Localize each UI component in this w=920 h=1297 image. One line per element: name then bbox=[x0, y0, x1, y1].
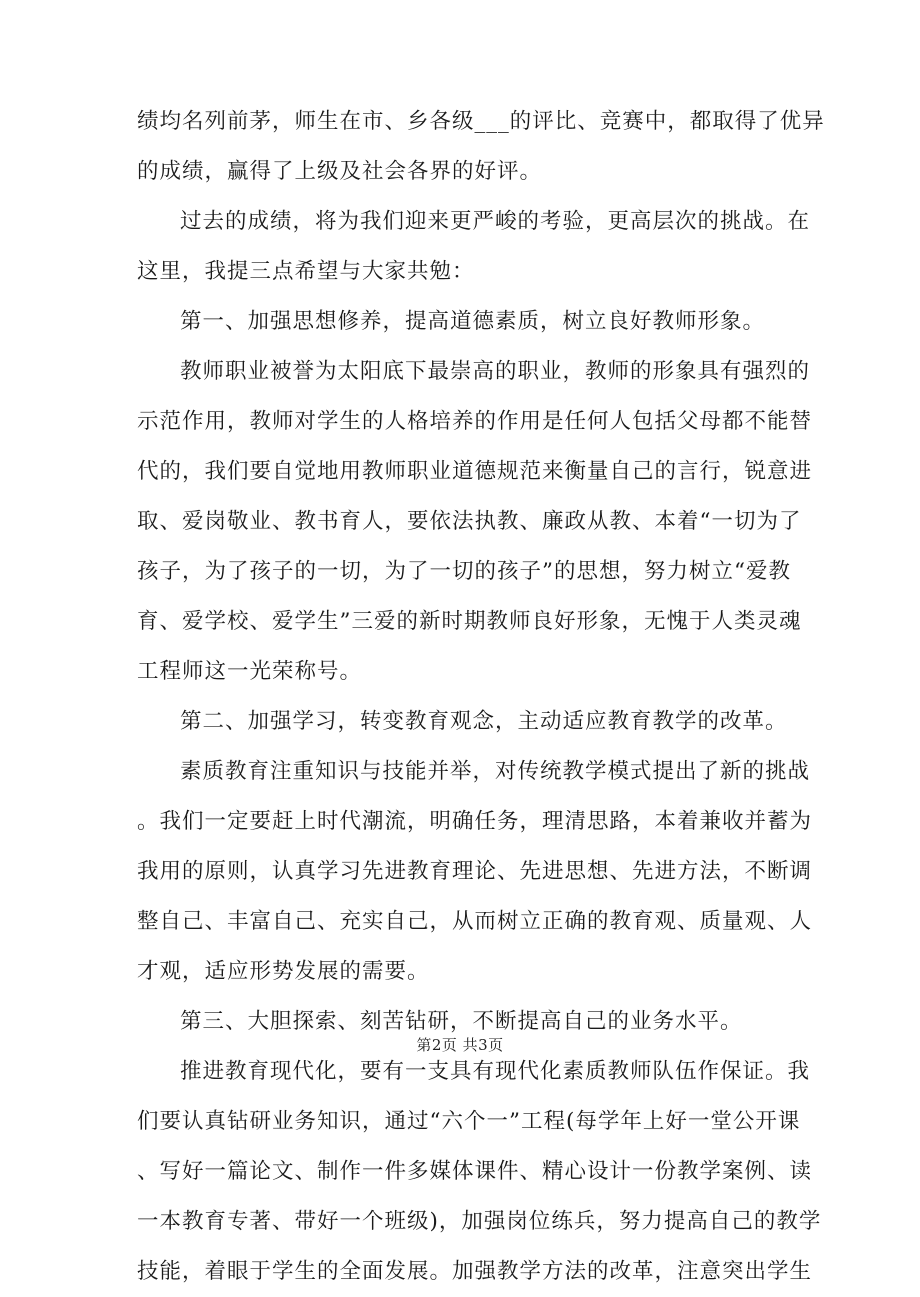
text-line: 育、爱学校、爱学生”三爱的新时期教师良好形象，无愧于人类灵魂 bbox=[137, 609, 802, 634]
text-line: 示范作用，教师对学生的人格培养的作用是任何人包括父母都不能替 bbox=[137, 409, 813, 434]
text-line: 我用的原则，认真学习先进教育理论、先进思想、先进方法，不断调 bbox=[137, 859, 813, 884]
text-line: 孩子，为了孩子的一切，为了一切的孩子”的思想，努力树立“爱教 bbox=[137, 559, 791, 584]
text-line: 的成绩，赢得了上级及社会各界的好评。 bbox=[137, 159, 543, 184]
text-line: 。我们一定要赶上时代潮流，明确任务，理清思路，本着兼收并蓄为 bbox=[137, 809, 813, 834]
text-line: 这里，我提三点希望与大家共勉： bbox=[137, 259, 475, 284]
text-line: 工程师这一光荣称号。 bbox=[137, 659, 363, 684]
text-line: 整自己、丰富自己、充实自己，从而树立正确的教育观、质量观、人 bbox=[137, 909, 813, 934]
text-line: 教师职业被誉为太阳底下最崇高的职业，教师的形象具有强烈的 bbox=[180, 359, 811, 384]
text-line: 代的，我们要自觉地用教师职业道德规范来衡量自己的言行，锐意进 bbox=[137, 459, 813, 484]
section-heading-3: 第三、大胆探索、刻苦钻研，不断提高自己的业务水平。 bbox=[180, 1009, 743, 1034]
text-line: 、写好一篇论文、制作一件多媒体课件、精心设计一份教学案例、读 bbox=[137, 1159, 813, 1184]
document-body bbox=[137, 97, 825, 1297]
page-number: 第2页 共3页 bbox=[416, 1036, 504, 1054]
text-line: 素质教育注重知识与技能并举，对传统教学模式提出了新的挑战 bbox=[180, 759, 811, 784]
text-line: 绩均名列前茅，师生在市、乡各级___的评比、竞赛中，都取得了优异 bbox=[137, 109, 825, 134]
text-line: 们要认真钻研业务知识，通过“六个一”工程(每学年上好一堂公开课 bbox=[137, 1109, 801, 1134]
text-line: 推进教育现代化，要有一支具有现代化素质教师队伍作保证。我 bbox=[180, 1059, 811, 1084]
text-line: 一本教育专著、带好一个班级)，加强岗位练兵，努力提高自己的教学 bbox=[137, 1209, 822, 1234]
text-line: 取、爱岗敬业、教书育人，要依法执教、廉政从教、本着“一切为了 bbox=[137, 509, 802, 534]
text-line: 才观，适应形势发展的需要。 bbox=[137, 959, 430, 984]
section-heading-2: 第二、加强学习，转变教育观念，主动适应教育教学的改革。 bbox=[180, 709, 788, 734]
text-line: 技能，着眼于学生的全面发展。加强教学方法的改革，注意突出学生 bbox=[137, 1259, 813, 1284]
section-heading-1: 第一、加强思想修养，提高道德素质，树立良好教师形象。 bbox=[180, 309, 766, 334]
text-line: 过去的成绩，将为我们迎来更严峻的考验，更高层次的挑战。在 bbox=[180, 209, 811, 234]
